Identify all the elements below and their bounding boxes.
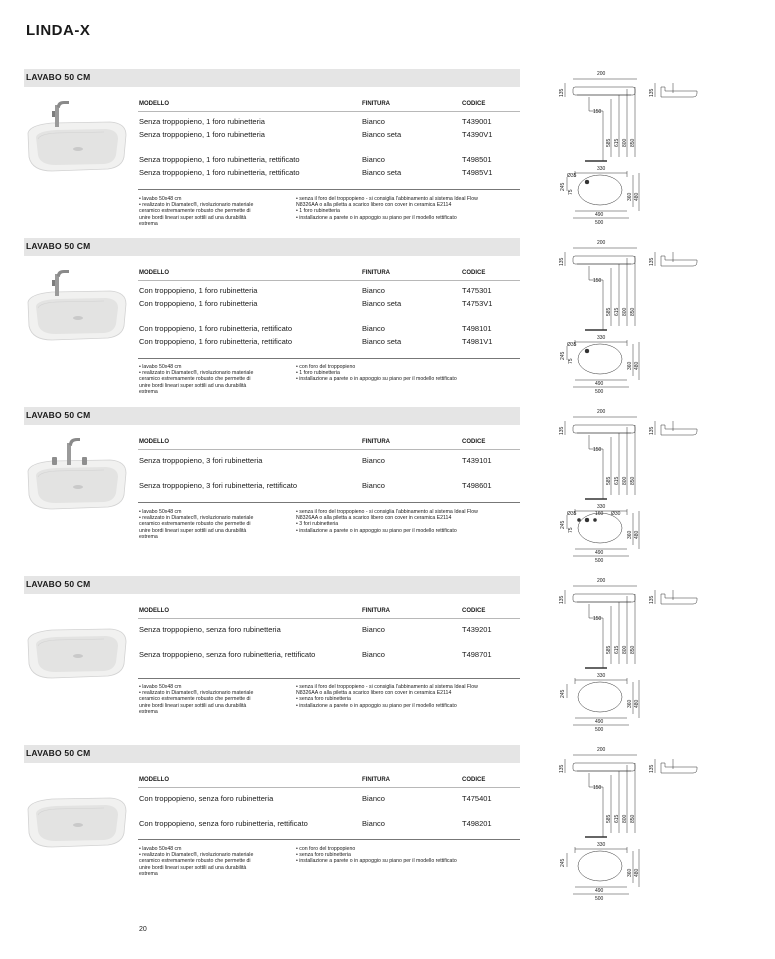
section-title: LAVABO 50 CM (26, 579, 91, 589)
column-header-finish: FINITURA (362, 439, 390, 445)
column-header-model: MODELLO (139, 270, 169, 276)
dimension-label: 160 (595, 511, 604, 517)
finish-cell: Bianco seta (362, 337, 402, 346)
note-line: ceramico estremamente robusto che permette di (139, 376, 251, 383)
code-cell: T4753V1 (462, 299, 493, 308)
notes-left (139, 196, 253, 227)
dimension-label: 480 (634, 530, 640, 539)
notes-left (139, 364, 253, 395)
dimension-label: 245 (560, 351, 566, 360)
note-line: ceramico estremamente robusto che permette di (139, 858, 251, 865)
table-row (0, 794, 520, 806)
column-header-code: CODICE (462, 270, 486, 276)
table-row (0, 117, 520, 129)
dimension-label: 200 (597, 578, 606, 584)
note-line: • realizzato in Diamatec®, rivoluzionario materiale (139, 690, 254, 697)
header-divider (138, 111, 520, 112)
dimension-label: 585 (606, 645, 612, 654)
dimension-label: 585 (606, 814, 612, 823)
column-header-finish: FINITURA (362, 608, 390, 614)
note-line: unire bordi lineari super sottili ad una durabilità (139, 702, 247, 709)
dimension-label: 75 (568, 358, 574, 364)
dimension-label: 500 (595, 558, 604, 564)
table-row (0, 625, 520, 637)
dimension-label: 480 (634, 868, 640, 877)
product-section (0, 238, 775, 408)
note-line: • senza il foro del troppopieno - si consiglia l'abbinamento al sistema Ideal Flow (296, 196, 478, 202)
dimension-label: 150 (593, 447, 602, 453)
model-cell: Con troppopieno, senza foro rubinetteria, rettificato (139, 819, 308, 828)
basin-no-hole-photo (22, 602, 130, 682)
section-title: LAVABO 50 CM (26, 72, 91, 82)
dimension-label: 490 (595, 719, 604, 725)
code-cell: T4390V1 (462, 130, 493, 139)
product-section (0, 576, 775, 746)
dimension-label: 200 (597, 747, 606, 753)
note-line: • senza il foro del troppopieno - si consiglia l'abbinamento al sistema Ideal Flow (296, 684, 478, 690)
dimension-label: 135 (559, 88, 565, 97)
finish-cell: Bianco (362, 117, 385, 126)
note-line: estrema (139, 708, 158, 715)
table-row (0, 456, 520, 468)
code-cell: T498101 (462, 324, 492, 333)
dimension-label: 490 (595, 550, 604, 556)
dimension-label: 850 (630, 476, 636, 485)
dimension-label: 615 (614, 645, 620, 654)
note-line: estrema (139, 870, 158, 877)
finish-cell: Bianco seta (362, 299, 402, 308)
note-line: • installazione a parete o in appoggio su piano per il modello rettificato (296, 376, 457, 383)
note-line: • realizzato in Diamatec®, rivoluzionario materiale (139, 370, 254, 377)
table-row (0, 819, 520, 831)
dimension-label: Ø35 (567, 511, 577, 517)
model-cell: Con troppopieno, 1 foro rubinetteria, rettificato (139, 324, 293, 333)
header-divider (138, 449, 520, 450)
section-header-bar (24, 576, 520, 594)
dimension-label: 150 (593, 785, 602, 791)
column-header-code: CODICE (462, 101, 486, 107)
notes-left (139, 509, 253, 540)
dimension-label: 615 (614, 307, 620, 316)
dimension-label: 490 (595, 888, 604, 894)
dimension-label: 500 (595, 220, 604, 226)
model-cell: Senza troppopieno, 1 foro rubinetteria, rettificato (139, 155, 300, 164)
table-row (0, 168, 520, 180)
table-row (0, 650, 520, 662)
dimension-label: 200 (597, 71, 606, 77)
dimension-label: 850 (630, 645, 636, 654)
section-title: LAVABO 50 CM (26, 410, 91, 420)
note-line: • lavabo 50x48 cm (139, 846, 182, 852)
header-divider (138, 787, 520, 788)
note-line: ceramico estremamente robusto che permette di (139, 521, 251, 528)
dimension-label: 800 (622, 814, 628, 823)
dimension-label: 135 (649, 257, 655, 266)
code-cell: T439201 (462, 625, 492, 634)
dimension-label: 330 (597, 504, 606, 510)
finish-cell: Bianco (362, 625, 385, 634)
dimension-label: 800 (622, 476, 628, 485)
product-section (0, 745, 775, 915)
note-line: N8326AA o alla piletta a scarico libero con cover in ceramica E2114 (296, 515, 452, 522)
model-cell: Senza troppopieno, 3 fori rubinetteria (139, 456, 263, 465)
note-line: • senza il foro del troppopieno - si consiglia l'abbinamento al sistema Ideal Flow (296, 509, 478, 515)
dimension-label: 135 (649, 426, 655, 435)
finish-cell: Bianco (362, 650, 385, 659)
table-divider (138, 358, 520, 359)
notes-right (296, 196, 478, 221)
note-line: unire bordi lineari super sottili ad una durabilità (139, 527, 247, 534)
code-cell: T4981V1 (462, 337, 493, 346)
table-divider (138, 839, 520, 840)
finish-cell: Bianco (362, 481, 385, 490)
note-line: estrema (139, 388, 158, 395)
note-line: • installazione a parete o in appoggio su piano per il modello rettificato (296, 702, 457, 709)
dimension-label: 135 (559, 764, 565, 773)
dimension-label: 800 (622, 307, 628, 316)
dimension-label: 800 (622, 138, 628, 147)
note-line: N8326AA o alla piletta a scarico libero con cover in ceramica E2114 (296, 202, 452, 209)
finish-cell: Bianco (362, 286, 385, 295)
section-header-bar (24, 407, 520, 425)
dimension-label: 330 (597, 166, 606, 172)
note-line: • senza foro rubinetteria (296, 696, 351, 703)
dimension-label: 480 (634, 361, 640, 370)
product-section (0, 69, 775, 239)
column-header-finish: FINITURA (362, 101, 390, 107)
table-row (0, 299, 520, 311)
dimension-label: 500 (595, 896, 604, 902)
section-title: LAVABO 50 CM (26, 748, 91, 758)
model-cell: Con troppopieno, 1 foro rubinetteria (139, 299, 258, 308)
dimension-label: 615 (614, 138, 620, 147)
table-row (0, 337, 520, 349)
dimension-label: 850 (630, 307, 636, 316)
column-header-model: MODELLO (139, 777, 169, 783)
finish-cell: Bianco seta (362, 168, 402, 177)
note-line: ceramico estremamente robusto che permette di (139, 208, 251, 215)
note-line: • lavabo 50x48 cm (139, 196, 182, 202)
dimension-label: 330 (597, 842, 606, 848)
dimension-label: 135 (559, 595, 565, 604)
code-cell: T439101 (462, 456, 492, 465)
code-cell: T498501 (462, 155, 492, 164)
note-line: • realizzato in Diamatec®, rivoluzionario materiale (139, 852, 254, 859)
finish-cell: Bianco (362, 324, 385, 333)
technical-drawing (545, 234, 725, 404)
dimension-label: 850 (630, 138, 636, 147)
note-line: • lavabo 50x48 cm (139, 509, 182, 515)
code-cell: T4985V1 (462, 168, 493, 177)
dimension-label: 585 (606, 307, 612, 316)
model-cell: Senza troppopieno, senza foro rubinetteria, rettificato (139, 650, 316, 659)
table-row (0, 130, 520, 142)
section-header-bar (24, 745, 520, 763)
code-cell: T498601 (462, 481, 492, 490)
table-divider (138, 678, 520, 679)
code-cell: T498201 (462, 819, 492, 828)
dimension-label: 75 (568, 527, 574, 533)
column-header-model: MODELLO (139, 101, 169, 107)
dimension-label: 330 (597, 673, 606, 679)
finish-cell: Bianco (362, 794, 385, 803)
model-cell: Senza troppopieno, 1 foro rubinetteria, rettificato (139, 168, 300, 177)
note-line: • lavabo 50x48 cm (139, 684, 182, 690)
note-line: unire bordi lineari super sottili ad una durabilità (139, 382, 247, 389)
model-cell: Senza troppopieno, 1 foro rubinetteria (139, 117, 265, 126)
dimension-label: 480 (634, 192, 640, 201)
code-cell: T439001 (462, 117, 492, 126)
dimension-label: 500 (595, 727, 604, 733)
dimension-label: 585 (606, 138, 612, 147)
dimension-label: Ø30 (611, 511, 621, 517)
table-divider (138, 189, 520, 190)
section-title: LAVABO 50 CM (26, 241, 91, 251)
dimension-label: 360 (627, 192, 633, 201)
dimension-label: 585 (606, 476, 612, 485)
dimension-label: 330 (597, 335, 606, 341)
dimension-label: 360 (627, 530, 633, 539)
note-line: estrema (139, 533, 158, 540)
table-row (0, 481, 520, 493)
note-line: • installazione a parete o in appoggio su piano per il modello rettificato (296, 527, 457, 534)
dimension-label: 490 (595, 381, 604, 387)
dimension-label: 135 (649, 764, 655, 773)
basin-3-holes-photo (22, 433, 130, 513)
column-header-code: CODICE (462, 439, 486, 445)
notes-right (296, 509, 478, 534)
section-header-bar (24, 69, 520, 87)
finish-cell: Bianco (362, 155, 385, 164)
dimension-label: 135 (559, 426, 565, 435)
finish-cell: Bianco seta (362, 130, 402, 139)
dimension-label: 135 (559, 257, 565, 266)
model-cell: Senza troppopieno, 1 foro rubinetteria (139, 130, 265, 139)
dimension-label: 800 (622, 645, 628, 654)
note-line: • realizzato in Diamatec®, rivoluzionario materiale (139, 515, 254, 522)
dimension-label: 245 (560, 182, 566, 191)
note-line: • senza foro rubinetteria (296, 852, 351, 859)
dimension-label: Ø35 (567, 173, 577, 179)
page-title: LINDA-X (26, 22, 91, 39)
column-header-finish: FINITURA (362, 270, 390, 276)
dimension-label: 245 (560, 858, 566, 867)
dimension-label: 360 (627, 361, 633, 370)
column-header-model: MODELLO (139, 608, 169, 614)
code-cell: T475401 (462, 794, 492, 803)
note-line: • lavabo 50x48 cm (139, 364, 182, 370)
dimension-label: 360 (627, 868, 633, 877)
basin-no-hole-overflow-photo (22, 771, 130, 851)
dimension-label: 490 (595, 212, 604, 218)
dimension-label: 150 (593, 278, 602, 284)
technical-drawing (545, 741, 725, 911)
technical-drawing (545, 403, 725, 573)
dimension-label: 480 (634, 699, 640, 708)
model-cell: Senza troppopieno, senza foro rubinetteria (139, 625, 281, 634)
notes-right (296, 846, 457, 865)
dimension-label: 135 (649, 88, 655, 97)
note-line: ceramico estremamente robusto che permette di (139, 696, 251, 703)
dimension-label: 135 (649, 595, 655, 604)
note-line: • realizzato in Diamatec®, rivoluzionario materiale (139, 202, 254, 209)
table-row (0, 155, 520, 167)
model-cell: Senza troppopieno, 3 fori rubinetteria, rettificato (139, 481, 298, 490)
dimension-label: 200 (597, 409, 606, 415)
table-row (0, 324, 520, 336)
header-divider (138, 280, 520, 281)
technical-drawing (545, 572, 725, 742)
table-row (0, 286, 520, 298)
dimension-label: 850 (630, 814, 636, 823)
note-line: • 3 fori rubinetteria (296, 521, 339, 528)
model-cell: Con troppopieno, 1 foro rubinetteria (139, 286, 258, 295)
note-line: N8326AA o alla piletta a scarico libero con cover in ceramica E2114 (296, 690, 452, 697)
notes-right (296, 684, 478, 709)
page-number: 20 (139, 926, 147, 933)
table-divider (138, 502, 520, 503)
finish-cell: Bianco (362, 819, 385, 828)
dimension-label: 150 (593, 109, 602, 115)
column-header-finish: FINITURA (362, 777, 390, 783)
notes-right (296, 364, 457, 383)
finish-cell: Bianco (362, 456, 385, 465)
model-cell: Con troppopieno, senza foro rubinetteria (139, 794, 274, 803)
header-divider (138, 618, 520, 619)
dimension-label: Ø35 (567, 342, 577, 348)
note-line: • con foro del troppopieno (296, 364, 356, 370)
dimension-label: 245 (560, 520, 566, 529)
section-header-bar (24, 238, 520, 256)
column-header-code: CODICE (462, 777, 486, 783)
code-cell: T475301 (462, 286, 492, 295)
code-cell: T498701 (462, 650, 492, 659)
notes-left (139, 846, 253, 877)
model-cell: Con troppopieno, 1 foro rubinetteria, rettificato (139, 337, 293, 346)
note-line: • con foro del troppopieno (296, 846, 356, 852)
column-header-code: CODICE (462, 608, 486, 614)
dimension-label: 500 (595, 389, 604, 395)
dimension-label: 75 (568, 189, 574, 195)
dimension-label: 245 (560, 689, 566, 698)
column-header-model: MODELLO (139, 439, 169, 445)
note-line: • installazione a parete o in appoggio su piano per il modello rettificato (296, 858, 457, 865)
dimension-label: 150 (593, 616, 602, 622)
dimension-label: 200 (597, 240, 606, 246)
note-line: • 1 foro rubinetteria (296, 370, 340, 377)
note-line: unire bordi lineari super sottili ad una durabilità (139, 214, 247, 221)
notes-left (139, 684, 253, 715)
technical-drawing (545, 65, 725, 235)
note-line: • installazione a parete o in appoggio su piano per il modello rettificato (296, 214, 457, 221)
dimension-label: 615 (614, 476, 620, 485)
note-line: • 1 foro rubinetteria (296, 208, 340, 215)
note-line: unire bordi lineari super sottili ad una durabilità (139, 864, 247, 871)
note-line: estrema (139, 220, 158, 227)
dimension-label: 360 (627, 699, 633, 708)
dimension-label: 615 (614, 814, 620, 823)
product-section (0, 407, 775, 577)
